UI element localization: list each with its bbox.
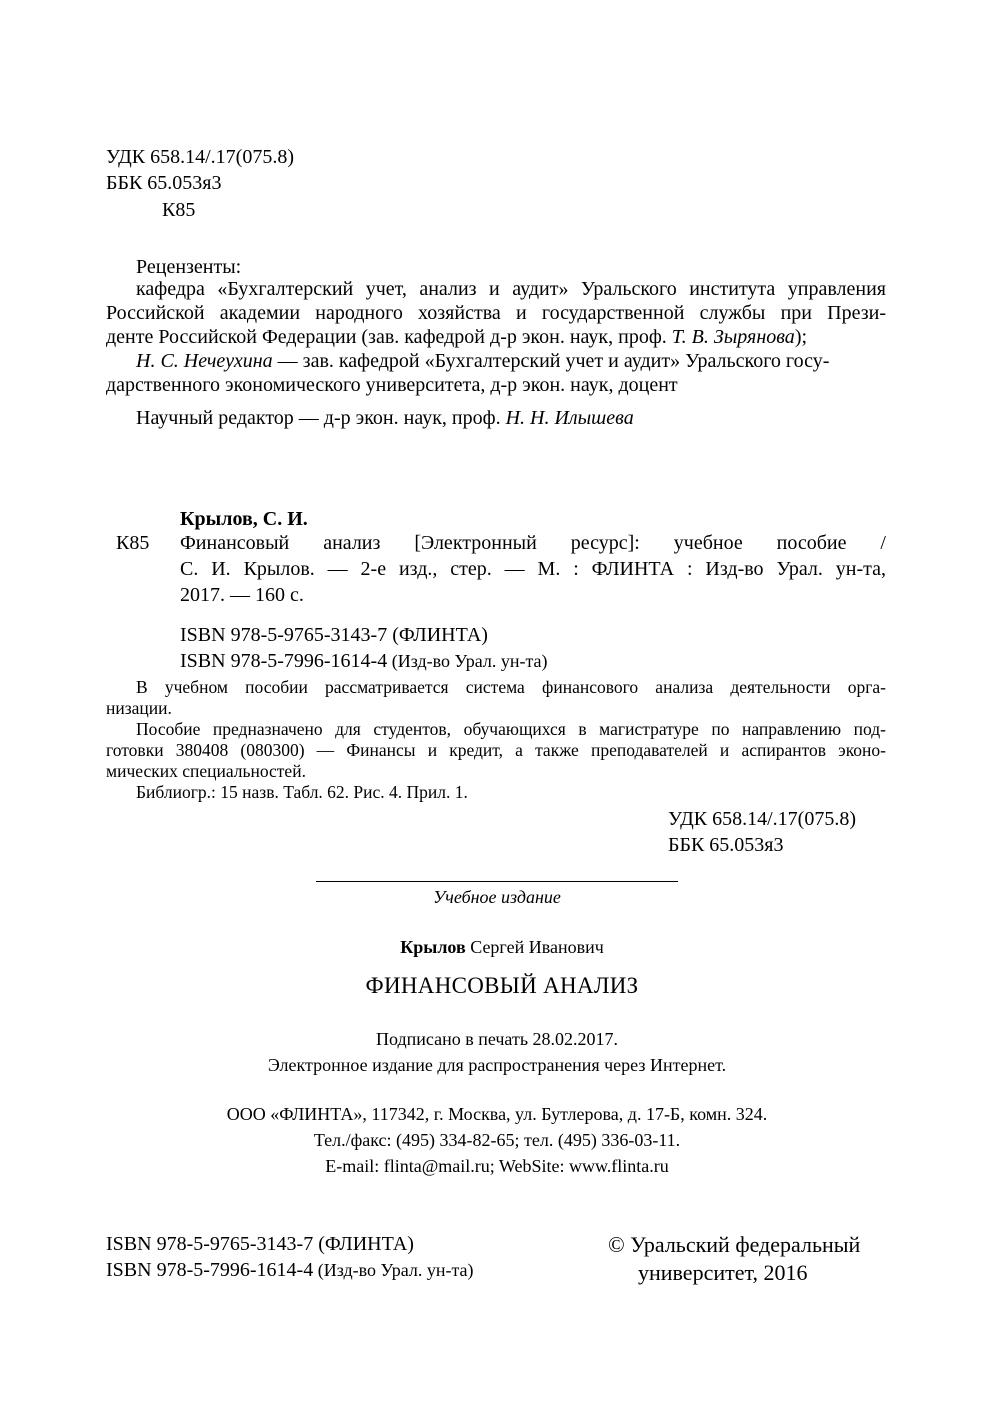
author-full-name [0,936,1004,959]
bottom-isbn-1: ISBN 978-5-9765-3143-7 (ФЛИНТА) [106,1233,414,1255]
author-surname: Крылов [400,937,466,957]
card-line-2: С. И. Крылов. — 2-е изд., стер. — М. : ФЛИНТА : Изд-во Урал. ун-та, [180,558,886,580]
reviewers-line-4 [136,348,886,374]
reviewers-line-2: Российской академии народного хозяйства и государственной службы при Прези- [106,302,886,324]
reviewers-line-4-text: — зав. кафедрой «Бухгалтерский учет и аудит» Уральского госу- [272,350,830,372]
book-title: ФИНАНСОВЫЙ АНАЛИЗ [365,973,639,998]
bottom-isbn-2 [106,1257,474,1283]
reviewers-line-3-end: ); [794,326,808,348]
annotation-p1-line-1: В учебном пособии рассматривается система финансового анализа деятельности орга- [136,677,886,697]
copyright-line-2: университет, 2016 [638,1260,808,1285]
card-line-1: Финансовый анализ [Электронный ресурс]: учебное пособие / [180,532,886,554]
separator-line [316,881,678,882]
card-isbn-2 [180,648,548,674]
annotation-biblio: Библиогр.: 15 назв. Табл. 62. Рис. 4. Прил. 1. [136,782,468,802]
editor-text: Научный редактор — д-р экон. наук, проф. [136,407,506,429]
reviewers-heading: Рецензенты: [136,256,242,278]
card-isbn-2-publisher: (Изд-во Урал. ун-та) [387,651,548,671]
annotation-p2-line-3: мических специальностей. [106,761,306,781]
card-author: Крылов, С. И. [180,508,308,530]
author-mark-top: К85 [162,199,196,221]
author-given-names: Сергей Иванович [465,937,604,957]
signed-date: Подписано в печать 28.02.2017. [375,1029,619,1049]
reviewers-line-3 [106,324,886,350]
scientific-editor [136,405,634,431]
reviewer-2-name: Н. С. Нечеухина [136,350,273,372]
publisher-phone: Тел./факс: (495) 334-82-65; тел. (495) 336-03-11. [313,1130,681,1150]
publisher-address: ООО «ФЛИНТА», 117342, г. Москва, ул. Бутлерова, д. 17-Б, комн. 324. [226,1104,768,1124]
reviewers-line-1: кафедра «Бухгалтерский учет, анализ и аудит» Уральского института управления [136,278,886,300]
card-isbn-2-number: ISBN 978-5-7996-1614-4 [180,650,388,672]
bottom-isbn-2-publisher: (Изд-во Урал. ун-та) [313,1260,474,1280]
udk-code-top: УДК 658.14/.17(075.8) [106,146,294,168]
reviewers-line-5: дарственного экономического университета, д-р экон. наук, доцент [106,374,678,396]
reviewer-1-name: Т. В. Зырянова [671,326,795,348]
bottom-isbn-2-number: ISBN 978-5-7996-1614-4 [106,1259,314,1281]
edition-type: Учебное издание [433,887,561,907]
card-isbn-1: ISBN 978-5-9765-3143-7 (ФЛИНТА) [180,624,488,646]
bbk-code-top: ББК 65.053я3 [106,172,222,194]
annotation-p2-line-2: готовки 380408 (080300) — Финансы и кредит, а также преподавателей и аспирантов эконо- [106,740,886,760]
card-author-mark: К85 [116,532,150,554]
copyright-line-1: © Уральский федеральный [608,1232,861,1257]
reviewers-line-3-text: денте Российской Федерации (зав. кафедрой д-р экон. наук, проф. [106,326,672,348]
annotation-p2-line-1: Пособие предназначено для студентов, обучающихся в магистратуре по направлению под- [136,719,886,739]
editor-name: Н. Н. Илышева [505,407,634,429]
card-line-3: 2017. — 160 с. [180,584,304,606]
distribution-note: Электронное издание для распространения через Интернет. [267,1055,727,1075]
udk-code-right: УДК 658.14/.17(075.8) [668,808,856,830]
publisher-web: E-mail: flinta@mail.ru; WebSite: www.flinta.ru [325,1156,669,1176]
bbk-code-right: ББК 65.053я3 [668,834,784,856]
annotation-p1-line-2: низации. [106,698,172,718]
